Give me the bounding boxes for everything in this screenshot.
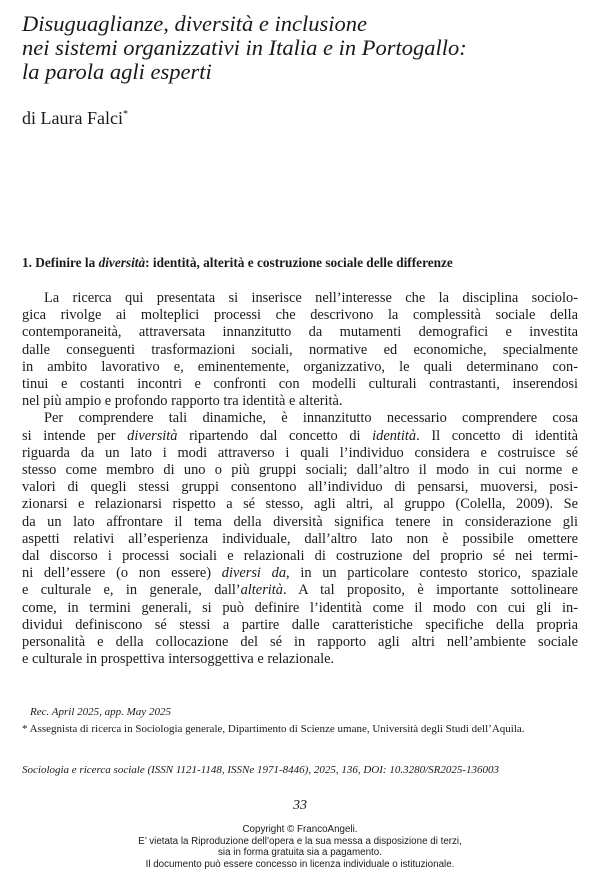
text-line: contemporaneità, attraversata innanzitutto da mutamenti demografici e investita: [22, 324, 578, 341]
footnote-text: Assegnista di ricerca in Sociologia generale, Dipartimento di Scienze umane, Università degli Studi dell’Aquila.: [27, 723, 525, 735]
received-date: Rec. April 2025, app. May 2025: [30, 706, 171, 718]
section-heading-rest: : identità, alterità e costruzione sociale delle differenze: [145, 255, 453, 270]
text-run: ni dell’essere (o non essere): [22, 565, 222, 582]
body-text: [22, 290, 578, 668]
article-title: [22, 12, 582, 84]
text-emphasis: diversi da: [221, 565, 287, 582]
text-emphasis: diversità: [127, 427, 178, 444]
copyright-line: Il documento può essere concesso in licenza individuale o istituzionale.: [145, 858, 455, 870]
text-line: aspetti relativi all’esperienza individuale, dall’altro lato non è possibile omettere: [22, 530, 578, 547]
text-line: gica rivolge ai molteplici processi che descrivono la complessità sociale della: [22, 307, 578, 324]
section-heading: [22, 255, 582, 271]
text-line: La ricerca qui presentata si inserisce nell’interesse che la disciplina sociolo-: [44, 290, 578, 306]
text-line: dalle conseguenti trasformazioni sociali, normative ed economiche, specialmente: [22, 341, 578, 358]
text-run: si intende per: [22, 427, 128, 444]
author-footnote: [22, 722, 578, 736]
text-line: zionarsi e relazionarsi rispetto a sé stesso, agli altri, al gruppo (Colella, 2009). Se: [22, 496, 578, 513]
footnote-mark: *: [22, 723, 28, 735]
author-footnote-mark: *: [122, 109, 128, 120]
title-line: Disuguaglianze, diversità e inclusione: [22, 11, 367, 36]
text-run: . Il concetto di identità: [416, 427, 578, 444]
copyright-line: sia in forma gratuita sia a pagamento.: [218, 847, 382, 859]
text-line: nel più ampio e profondo rapporto tra identità e alterità.: [22, 393, 343, 410]
text-line: Per comprendere tali dinamiche, è innanzitutto necessario comprendere cosa: [44, 410, 578, 427]
text-line: stesso come membro di uno o più gruppi sociali; dall’altro il modo in cui norme e: [22, 462, 578, 479]
text-line: [22, 582, 578, 599]
text-run: . A tal proposito, è importante sottolineare: [282, 582, 578, 599]
text-line: tinui e costanti incontri e confronti con modelli culturali contrastanti, inserendosi: [22, 376, 578, 393]
text-line: [22, 428, 578, 445]
copyright-line: Copyright © FrancoAngeli.: [242, 824, 358, 835]
title-line: nei sistemi organizzativi in Italia e in Portogallo:: [22, 35, 467, 60]
text-emphasis: alterità: [240, 582, 283, 599]
journal-citation: Sociologia e ricerca sociale (ISSN 1121-1148, ISSNe 1971-8446), 2025, 136, DOI: 10.3280/SR2025-136003: [22, 764, 500, 776]
text-run: , in un particolare contesto storico, spaziale: [286, 565, 578, 582]
text-run: ripartendo dal concetto di: [177, 427, 373, 444]
section-heading-number: 1. Definire la: [22, 255, 99, 270]
text-line: in ambito lavorativo e, eminentemente, organizzativo, le quali determinano con-: [22, 358, 578, 375]
text-line: come, in termini generali, si può definire l’identità come il modo con cui gli in-: [22, 599, 578, 616]
text-line: e culturale in prospettiva intersoggettiva e relazionale.: [22, 651, 335, 668]
text-emphasis: identità: [372, 427, 417, 444]
text-line: riguarda da un lato i modi attraverso i quali l’individuo considera e costruisce sé: [22, 444, 578, 461]
text-line: da un lato affrontare il tema della diversità significa tenere in considerazione gli: [22, 513, 578, 530]
text-line: dal discorso i processi sociali e relazionali di costruzione del proprio sé nei termi-: [22, 548, 578, 565]
title-line: la parola agli esperti: [22, 59, 212, 84]
text-line: personalità e della collocazione del sé in rapporto agli altri nell’ambiente sociale: [22, 634, 578, 651]
copyright-notice: [0, 824, 600, 870]
copyright-line: E’ vietata la Riproduzione dell’opera e la sua messa a disposizione di terzi,: [138, 835, 462, 847]
text-line: dividui definiscono sé stessi a partire dalle caratteristiche specifiche della propria: [22, 616, 578, 633]
text-line: valori di quegli stessi gruppi consentono all’individuo di pensarsi, muoversi, posi-: [22, 479, 578, 496]
section-heading-emphasis: diversità: [98, 255, 146, 270]
author-line: [22, 108, 128, 129]
page-number: 33: [293, 798, 307, 813]
author-name: di Laura Falci: [22, 108, 123, 128]
text-line: [22, 565, 578, 582]
text-run: e culturale e, in generale, dall’: [22, 582, 241, 599]
